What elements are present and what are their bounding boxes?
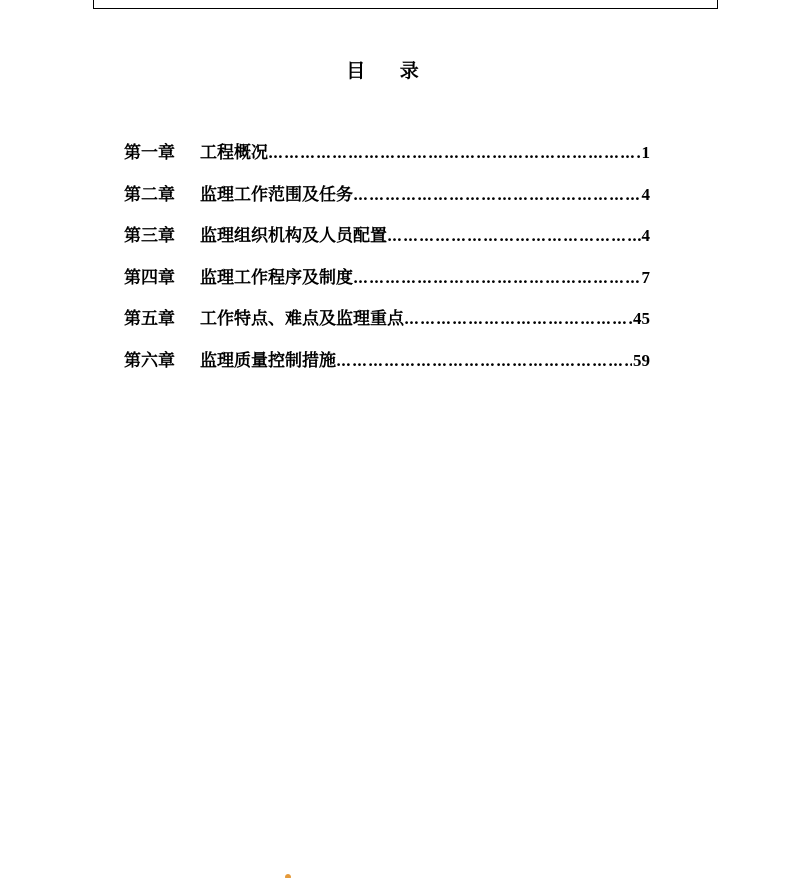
toc-page-number: 45 — [633, 309, 650, 329]
toc-chapter-number: 第五章 — [124, 309, 175, 330]
toc-chapter-number: 第四章 — [124, 267, 175, 288]
header-frame-border — [93, 0, 718, 9]
toc-list — [124, 140, 650, 390]
toc-chapter-number: 第三章 — [124, 226, 175, 247]
toc-dot-leader — [336, 348, 632, 374]
toc-chapter-title: 监理质量控制措施 — [200, 350, 336, 371]
toc-chapter-number: 第六章 — [124, 350, 175, 371]
toc-page-number: 59 — [633, 350, 650, 370]
toc-entry[interactable] — [124, 306, 650, 348]
toc-entry[interactable] — [124, 265, 650, 307]
toc-title: 目 录 — [346, 60, 433, 82]
toc-entry[interactable] — [124, 348, 650, 390]
toc-page-number: 1 — [641, 143, 650, 162]
toc-chapter-title: 监理工作程序及制度 — [200, 267, 353, 288]
toc-page-number: 4 — [641, 226, 650, 246]
toc-dot-leader — [353, 182, 641, 208]
toc-chapter-title: 工作特点、难点及监理重点 — [200, 309, 404, 330]
toc-page-number: 4 — [641, 184, 650, 204]
toc-dot-leader — [387, 223, 641, 249]
toc-entry[interactable] — [124, 223, 650, 265]
toc-page-number: 7 — [641, 267, 650, 287]
toc-chapter-title: 工程概况 — [200, 143, 268, 163]
footer-mark — [285, 874, 291, 878]
toc-entry[interactable] — [124, 140, 650, 182]
toc-entry[interactable] — [124, 182, 650, 224]
toc-chapter-number: 第二章 — [124, 184, 175, 205]
toc-dot-leader — [268, 140, 641, 166]
toc-chapter-number: 第一章 — [124, 143, 175, 163]
toc-chapter-title: 监理组织机构及人员配置 — [200, 226, 387, 247]
toc-dot-leader — [404, 306, 632, 332]
toc-chapter-title: 监理工作范围及任务 — [200, 184, 353, 205]
toc-dot-leader — [353, 265, 641, 291]
